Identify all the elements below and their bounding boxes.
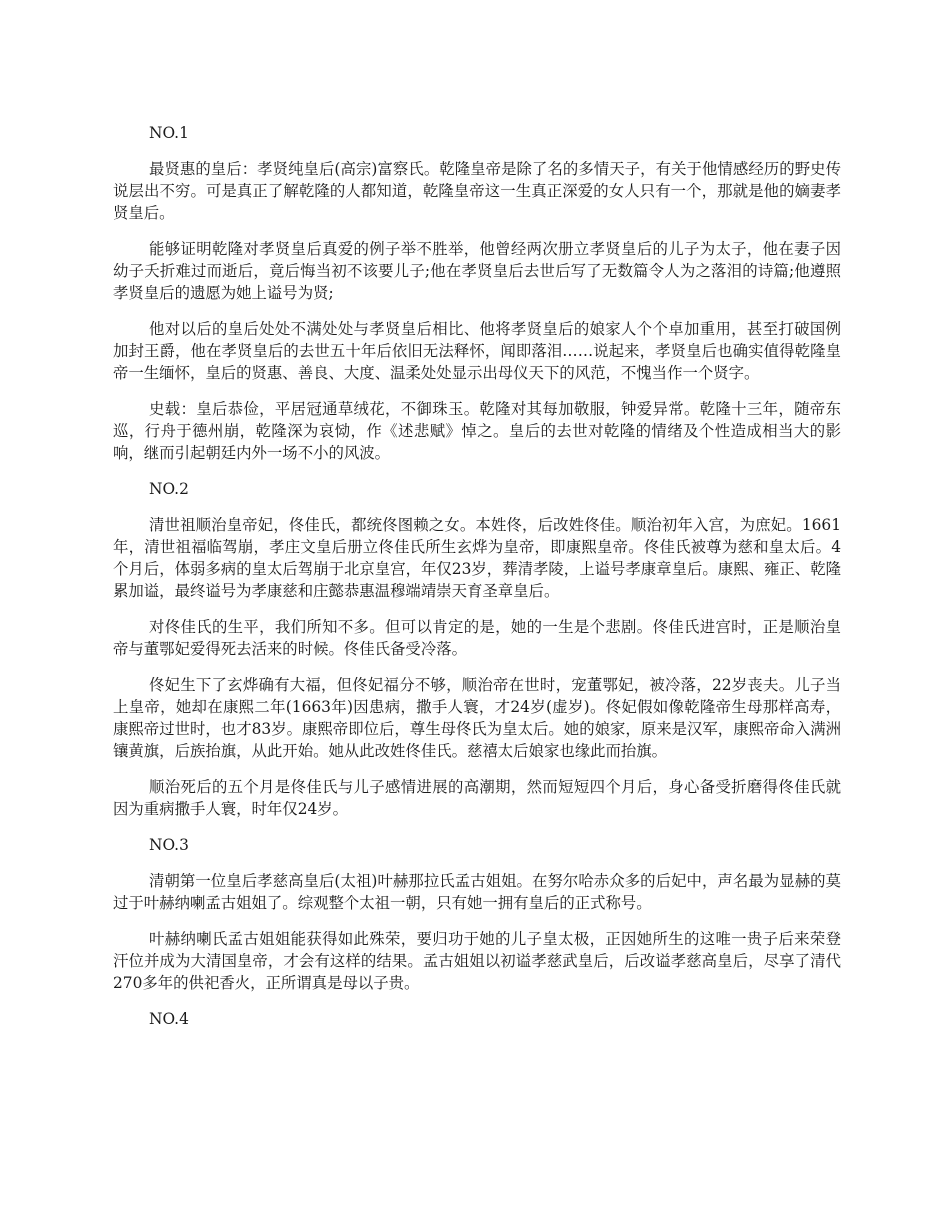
section-2-paragraph-4: 顺治死后的五个月是佟佳氏与儿子感情进展的高潮期，然而短短四个月后，身心备受折磨得佟佳氏就因为重病撒手人寰，时年仅24岁。 — [113, 778, 841, 818]
section-2-paragraph-2: 对佟佳氏的生平，我们所知不多。但可以肯定的是，她的一生是个悲剧。佟佳氏进宫时，正是顺治皇帝与董鄂妃爱得死去活来的时候。佟佳氏备受冷落。 — [113, 618, 841, 658]
section-1-paragraph-3: 他对以后的皇后处处不满处处与孝贤皇后相比、他将孝贤皇后的娘家人个个卓加重用，甚至打破国例加封王爵，他在孝贤皇后的去世五十年后依旧无法释怀，闻即落泪……说起来，孝贤皇后也确实值得乾隆皇帝一生缅怀，皇后的贤惠、善良、大度、温柔处处显示出母仪天下的风范，不愧当作一个贤字。 — [113, 320, 841, 382]
section-1-paragraph-4: 史载：皇后恭俭，平居冠通草绒花，不御珠玉。乾隆对其每加敬服，钟爱异常。乾隆十三年，随帝东巡，行舟于德州崩，乾隆深为哀恸，作《述悲赋》悼之。皇后的去世对乾隆的情绪及个性造成相当大的影响，继而引起朝廷内外一场不小的风波。 — [113, 400, 841, 462]
section-3-paragraph-1: 清朝第一位皇后孝慈高皇后(太祖)叶赫那拉氏孟古姐姐。在努尔哈赤众多的后妃中，声名最为显赫的莫过于叶赫纳喇孟古姐姐了。综观整个太祖一朝，只有她一拥有皇后的正式称号。 — [113, 872, 841, 912]
section-heading-1: NO.1 — [149, 124, 189, 142]
document-body — [113, 122, 841, 1044]
section-1-paragraph-1: 最贤惠的皇后：孝贤纯皇后(高宗)富察氏。乾隆皇帝是除了名的多情天子，有关于他情感经历的野史传说层出不穷。可是真正了解乾隆的人都知道，乾隆皇帝这一生真正深爱的女人只有一个，那就是他的嫡妻孝贤皇后。 — [113, 160, 841, 222]
section-2-paragraph-1: 清世祖顺治皇帝妃，佟佳氏，都统佟图赖之女。本姓佟，后改姓佟佳。顺治初年入宫，为庶妃。1661年，清世祖福临驾崩，孝庄文皇后册立佟佳氏所生玄烨为皇帝，即康熙皇帝。佟佳氏被尊为慈和皇太后。4个月后，体弱多病的皇太后驾崩于北京皇宫，年仅23岁，葬清孝陵，上谥号孝康章皇后。康熙、雍正、乾隆累加谥，最终谥号为孝康慈和庄懿恭惠温穆端靖崇天育圣章皇后。 — [113, 516, 841, 600]
section-1-paragraph-2: 能够证明乾隆对孝贤皇后真爱的例子举不胜举，他曾经两次册立孝贤皇后的儿子为太子，他在妻子因幼子夭折难过而逝后，竟后悔当初不该要儿子;他在孝贤皇后去世后写了无数篇令人为之落泪的诗篇;他遵照孝贤皇后的遗愿为她上谥号为贤; — [113, 240, 841, 302]
section-heading-3: NO.3 — [149, 836, 189, 854]
section-2-paragraph-3: 佟妃生下了玄烨确有大福，但佟妃福分不够，顺治帝在世时，宠董鄂妃，被冷落，22岁丧夫。儿子当上皇帝，她却在康熙二年(1663年)因患病，撒手人寰，才24岁(虚岁)。佟妃假如像乾隆帝生母那样高寿，康熙帝过世时，也才83岁。康熙帝即位后，尊生母佟氏为皇太后。她的娘家，原来是汉军，康熙帝命入满洲镶黄旗，后族抬旗，从此开始。她从此改姓佟佳氏。慈禧太后娘家也缘此而抬旗。 — [113, 676, 841, 760]
section-3-paragraph-2: 叶赫纳喇氏孟古姐姐能获得如此殊荣，要归功于她的儿子皇太极，正因她所生的这唯一贵子后来荣登汗位并成为大清国皇帝，才会有这样的结果。孟古姐姐以初谥孝慈武皇后，后改谥孝慈高皇后，尽享了清代270多年的供祀香火，正所谓真是母以子贵。 — [113, 930, 841, 992]
section-heading-2: NO.2 — [149, 480, 189, 498]
section-heading-4: NO.4 — [149, 1010, 189, 1028]
